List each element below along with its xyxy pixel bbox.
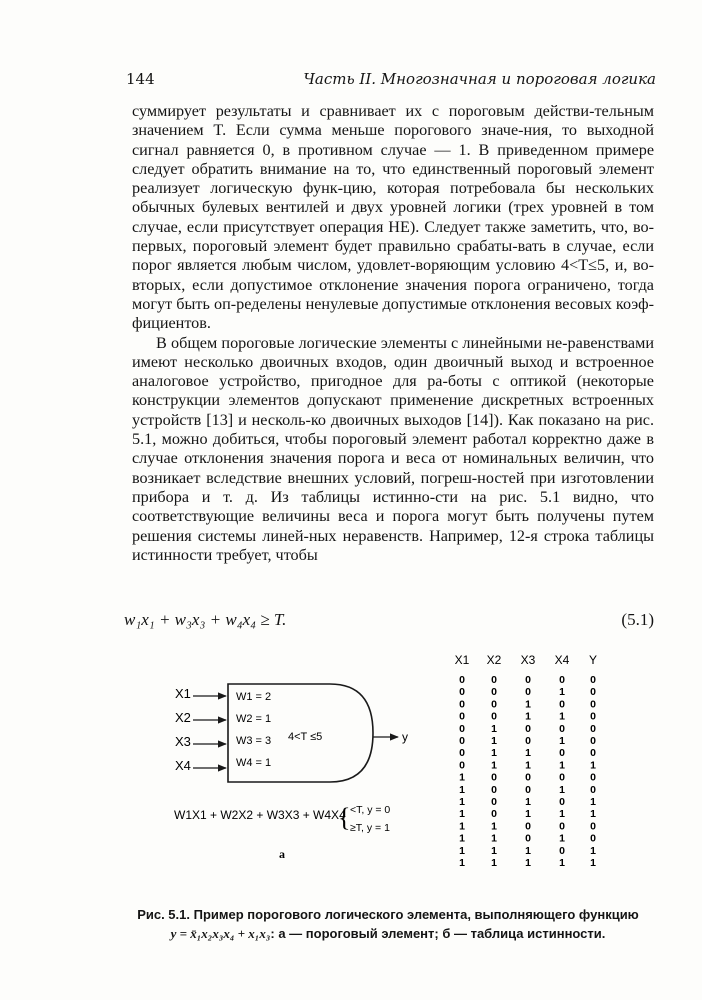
truth-table-cell: 0 (459, 686, 465, 699)
figure-caption (118, 905, 658, 943)
truth-table-cell: 1 (559, 759, 565, 772)
truth-table-cell: 1 (491, 735, 497, 747)
truth-table-cell: 0 (491, 771, 497, 784)
truth-table-cell: 0 (525, 674, 531, 686)
truth-table-cell: 0 (459, 747, 465, 760)
truth-table-cell: 0 (559, 722, 565, 735)
truth-table-header: X4 (554, 653, 570, 667)
sum-formula (174, 803, 390, 861)
paragraph-2: В общем пороговые логические элементы с линейными не-равенствами имеют несколько двоичных входов, один двоичный выход и встроенное аналоговое устройство, пригодное для ра-боты с оптикой (некоторые конструкции элементов допускают применение дискретных встроенных устройств [13] и несколь-ко двоичных выходов [14]). Как показано на рис. 5.1, можно добиться, чтобы пороговый элемент работал корректно даже в случае отклонения значения порога и веса от номинальных величин, что возникает вследствие внешних условий, погреш-ностей при изготовлении прибора и т. д. Из таблицы истинно-сти на рис. 5.1 видно, что соответствующие величины веса и порога могут быть получены путем решения системы линей-ных неравенств. Например, 12-я строка таблицы истинности требует, чтобы (132, 333, 654, 564)
truth-table-cell: 0 (491, 710, 497, 723)
truth-table-cell: 0 (525, 722, 531, 735)
truth-table-cell: 0 (590, 735, 596, 747)
truth-table-cell: 1 (559, 808, 565, 821)
truth-table-cell: 0 (459, 698, 465, 711)
output-label: y (402, 730, 408, 744)
truth-table-cell: 1 (491, 759, 497, 772)
truth-table-cell: 1 (459, 771, 465, 784)
truth-table-cell: 1 (590, 796, 596, 808)
weight-w1: W1 = 2 (236, 691, 272, 703)
truth-table-cell: 0 (590, 674, 596, 686)
truth-table (455, 653, 597, 869)
truth-table-cell: 1 (590, 844, 596, 857)
truth-table-cell: 1 (559, 783, 565, 796)
weight-w2: W2 = 1 (236, 713, 272, 725)
truth-table-cell: 1 (525, 710, 531, 723)
truth-table-cell: 0 (525, 820, 531, 833)
truth-table-cell: 1 (491, 747, 497, 760)
truth-table-cell: 1 (459, 857, 465, 869)
gate-inputs (175, 686, 271, 773)
truth-table-cell: 0 (525, 783, 531, 796)
paragraph-1: суммирует результаты и сравнивает их с пороговым действи-тельным значением T. Если сумма меньше порогового значе-ния, то выходной сигнал равняется 0, в противном случае — 1. В приведенном примере следует обратить внимание на то, что единственный пороговый элемент реализует логическую функ-цию, которая потребовала бы нескольких обычных булевых вентилей и двух уровней логики (трех уровней в том случае, если присутствует операция НЕ). Следует также заметить, что, во-первых, пороговый элемент будет правильно срабаты-вать в случае, если порог является любым числом, удовлет-воряющим условию 4<T≤5, и, во-вторых, если допустимое отклонение значения порога ограничено, тогда могут быть оп-ределены ненулевые допустимые отклонения весовых коэф-фициентов. (132, 102, 654, 333)
truth-table-cell: 1 (525, 698, 531, 711)
truth-table-cell: 1 (525, 747, 531, 760)
truth-table-cell: 0 (559, 747, 565, 760)
truth-table-cell: 0 (459, 722, 465, 735)
truth-table-cell: 1 (525, 844, 531, 857)
truth-table-cell: 1 (559, 857, 565, 869)
truth-table-cell: 0 (590, 771, 596, 784)
truth-table-cell: 0 (559, 820, 565, 833)
truth-table-cell: 1 (491, 844, 497, 857)
running-title: Часть II. Многозначная и пороговая логика (303, 70, 656, 88)
truth-table-cell: 1 (459, 783, 465, 796)
truth-table-cell: 1 (459, 832, 465, 845)
truth-table-cell: 0 (559, 844, 565, 857)
truth-table-cell: 0 (491, 796, 497, 808)
condition-brace: { (338, 803, 351, 832)
caption-line-1: Рис. 5.1. Пример порогового логического элемента, выполняющего функцию (137, 907, 639, 922)
truth-table-cell: 0 (559, 698, 565, 711)
truth-table-cell: 0 (525, 686, 531, 699)
truth-table-cell: 0 (559, 674, 565, 686)
truth-table-cell: 0 (590, 710, 596, 723)
truth-table-cell: 1 (559, 735, 565, 747)
truth-table-cell: 0 (590, 686, 596, 699)
truth-table-cell: 0 (525, 832, 531, 845)
truth-table-cell: 0 (491, 783, 497, 796)
truth-table-header: X1 (454, 653, 470, 667)
truth-table-cell: 0 (559, 796, 565, 808)
truth-table-cell: 1 (559, 832, 565, 845)
truth-table-cell: 1 (525, 808, 531, 821)
truth-table-cell: 1 (491, 820, 497, 833)
truth-table-cell: 0 (459, 759, 465, 772)
truth-table-cell: 1 (459, 820, 465, 833)
truth-table-cell: 1 (525, 796, 531, 808)
truth-table-cell: 0 (459, 674, 465, 686)
truth-table-cell: 0 (491, 808, 497, 821)
truth-table-cell: 1 (491, 832, 497, 845)
truth-table-cell: 1 (590, 857, 596, 869)
weight-w4: W4 = 1 (236, 757, 272, 769)
equation-text: w₁x₁ + w₃x₃ + w₄x₄ ≥ T. (124, 610, 287, 629)
condition-ge: ≥T, y = 1 (350, 822, 390, 834)
truth-table-header: X3 (520, 653, 536, 667)
truth-table-cell: 0 (525, 735, 531, 747)
truth-table-cell: 0 (559, 771, 565, 784)
truth-table-cell: 1 (459, 796, 465, 808)
truth-table-cell: 0 (590, 820, 596, 833)
caption-rest: : а — пороговый элемент; б — таблица истинности. (270, 926, 606, 941)
truth-table-cell: 0 (590, 832, 596, 845)
truth-table-header: Y (588, 653, 598, 667)
truth-table-cell: 1 (525, 759, 531, 772)
figure-label-a: а (279, 847, 285, 861)
gate-output (373, 730, 408, 744)
input-label-x1: X1 (175, 686, 191, 701)
truth-table-cell: 0 (590, 722, 596, 735)
truth-table-cell: 1 (590, 808, 596, 821)
truth-table-cell: 0 (590, 783, 596, 796)
truth-table-cell: 0 (590, 747, 596, 760)
truth-table-cell: 1 (459, 844, 465, 857)
weight-w3: W3 = 3 (236, 735, 272, 747)
sum-formula-text: W1X1 + W2X2 + W3X3 + W4X4 (174, 808, 346, 822)
threshold-label: 4<T ≤5 (288, 731, 323, 743)
truth-table-cell: 0 (491, 698, 497, 711)
truth-table-cell: 1 (559, 686, 565, 699)
truth-table-cell: 1 (559, 710, 565, 723)
truth-table-cell: 0 (491, 686, 497, 699)
truth-table-cell: 1 (590, 759, 596, 772)
truth-table-cell: 1 (459, 808, 465, 821)
caption-formula: y = x̄₁x₂x₃x₄ + x₁x₃ (170, 926, 271, 941)
input-label-x4: X4 (175, 758, 191, 773)
equation-number: (5.1) (621, 610, 654, 629)
caption-line-2 (118, 924, 658, 943)
input-label-x3: X3 (175, 734, 191, 749)
truth-table-cell: 0 (459, 735, 465, 747)
truth-table-cell: 0 (590, 698, 596, 711)
truth-table-cell: 1 (491, 722, 497, 735)
page-number: 144 (126, 70, 155, 88)
condition-lt: <T, y = 0 (350, 804, 391, 816)
truth-table-header: X2 (486, 653, 502, 667)
input-label-x2: X2 (175, 710, 191, 725)
truth-table-cell: 1 (491, 857, 497, 869)
truth-table-cell: 0 (525, 771, 531, 784)
truth-table-cell: 1 (525, 857, 531, 869)
truth-table-cell: 0 (491, 674, 497, 686)
truth-table-cell: 0 (459, 710, 465, 723)
